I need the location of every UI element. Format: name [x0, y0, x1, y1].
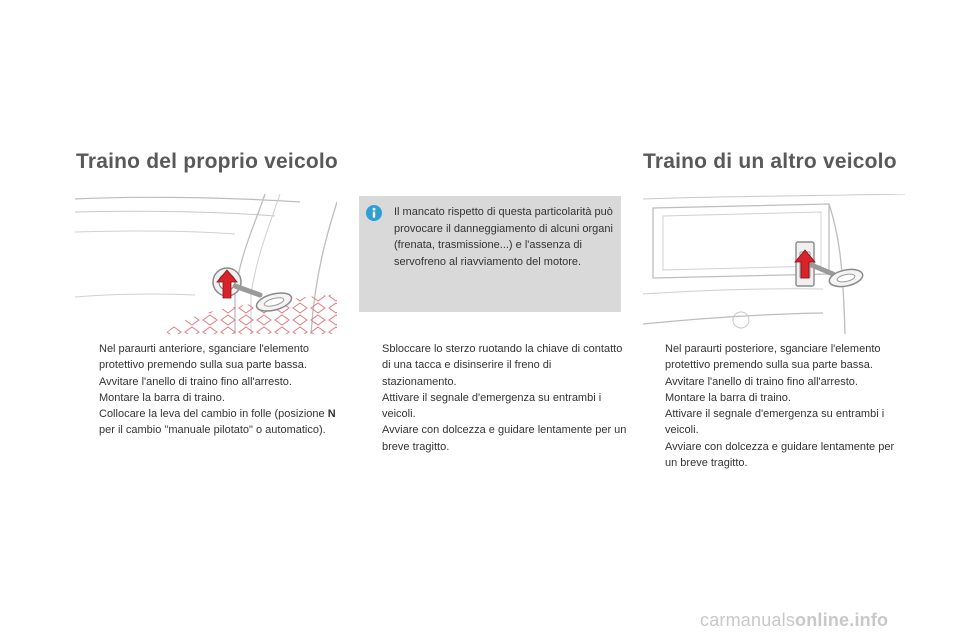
list-item [76, 390, 338, 406]
step-text: Attivare il segnale d'emergenza su entrambi i veicoli. [665, 408, 885, 437]
list-item [359, 390, 627, 423]
step-text: Sbloccare lo sterzo ruotando la chiave di contatto di una tacca e disinserire il freno di stazionamento. [382, 343, 623, 388]
step-text: Montare la barra di traino. [99, 391, 225, 404]
steps-middle [359, 341, 627, 455]
step-text: Montare la barra di traino. [665, 391, 791, 404]
steps-own-vehicle [76, 341, 338, 439]
step-text: Attivare il segnale d'emergenza su entrambi i veicoli. [382, 391, 602, 421]
step-text: Nel paraurti anteriore, sganciare l'elemento protettivo premendo sulla sua parte bassa. [99, 343, 309, 372]
gear-position-label: N [327, 408, 336, 421]
rear-bumper-illustration [643, 194, 905, 334]
watermark-part1: carmanuals [700, 610, 796, 630]
list-item [642, 439, 907, 472]
step-text: Nel paraurti posteriore, sganciare l'elemento protettivo premendo sulla sua parte bassa. [665, 343, 881, 372]
section-title-other-vehicle: Traino di un altro veicolo [643, 150, 897, 173]
watermark-part2: online.info [795, 610, 889, 630]
list-item [642, 406, 907, 439]
step-text: Avvitare l'anello di traino fino all'arresto. [99, 375, 292, 388]
list-item [642, 341, 907, 374]
step-text-part: Collocare la leva del cambio in folle (posizione [99, 408, 328, 421]
info-icon [366, 205, 382, 221]
list-item [76, 341, 338, 374]
front-bumper-illustration [75, 194, 337, 334]
list-item [76, 406, 338, 439]
list-item [642, 390, 907, 406]
step-text-part: per il cambio "manuale pilotato" o automatico). [99, 424, 326, 437]
steps-other-vehicle [642, 341, 907, 471]
info-text: Il mancato rispetto di questa particolarità può provocare il danneggiamento di alcuni organi (frenata, trasmissione...) e l'assenza di servofreno al riavviamento del motore. [394, 206, 613, 268]
list-item [76, 374, 338, 390]
step-text: Avviare con dolcezza e guidare lentamente per un breve tragitto. [382, 424, 627, 453]
step-text: Avvitare l'anello di traino fino all'arresto. [665, 375, 858, 388]
list-item [359, 341, 627, 390]
list-item [642, 374, 907, 390]
watermark [700, 610, 958, 638]
section-title-own-vehicle: Traino del proprio veicolo [76, 150, 338, 173]
info-box [359, 196, 621, 312]
step-text: Avviare con dolcezza e guidare lentamente per un breve tragitto. [665, 440, 895, 470]
list-item [359, 422, 627, 455]
